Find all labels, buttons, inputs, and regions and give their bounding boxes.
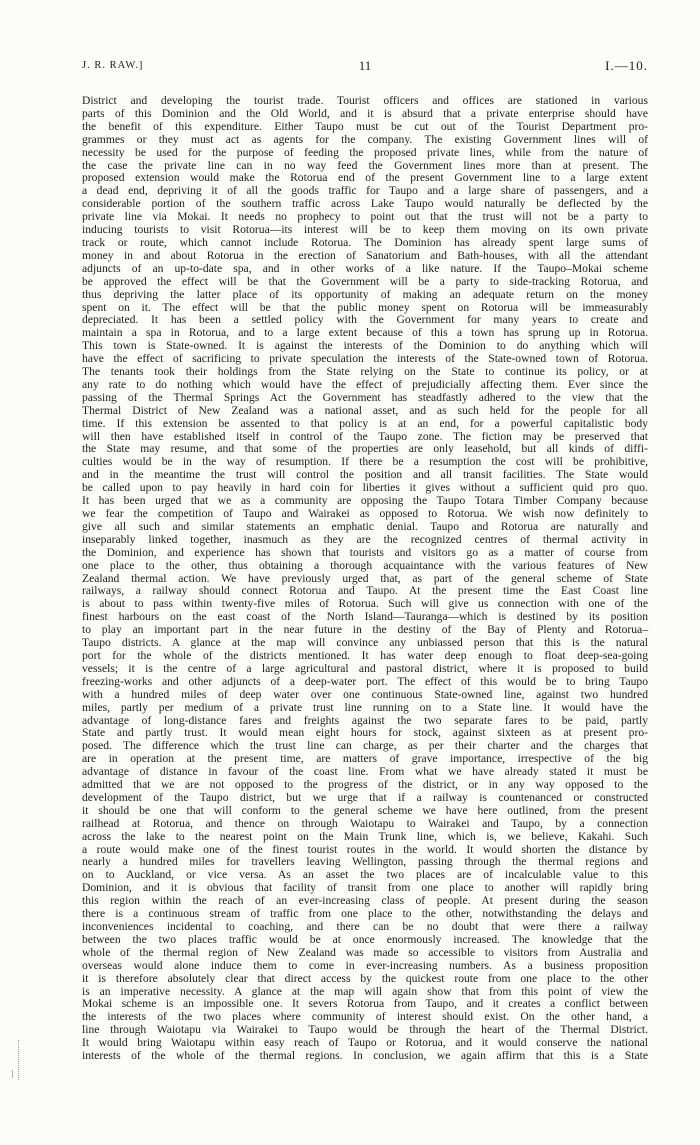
text-line: maintain a spa in Rotorua, and to a large extent because of this a town has sprung up in Rotorua. bbox=[82, 326, 648, 340]
text-line: a route would make one of the finest tourist routes in the world. It would shorten the distance by bbox=[82, 842, 648, 856]
text-line: and in the meantime the trust will control the position and all transit facilities. The State would bbox=[82, 468, 648, 482]
text-line: on to Auckland, or vice versa. As an asset the two places are of incalculable value to this bbox=[82, 868, 648, 882]
text-line: miles, partly per medium of a private trust line running on to a State line. It would have the bbox=[82, 700, 648, 714]
text-line: the State may resume, and that some of the properties are only leasehold, but all kinds of diffi- bbox=[82, 442, 648, 456]
text-line: thus depriving the latter place of its opportunity of making an adequate return on the money bbox=[82, 287, 648, 301]
text-line: time. If this extension be assented to that policy is at an end, for a powerful capitalistic body bbox=[82, 416, 648, 430]
text-line: culties would be in the way of resumption. If there be a resumption the cost will be prohibitive, bbox=[82, 455, 648, 469]
text-line: inducing tourists to visit Rotorua—its interest will be to keep them moving on its own private bbox=[82, 223, 648, 237]
text-line: adjuncts of an up-to-date spa, and in other works of a like nature. If the Taupo–Mokai scheme bbox=[82, 261, 648, 275]
text-line: depreciated. It has been a settled policy with the Government for many years to create and bbox=[82, 313, 648, 327]
text-line: inconveniences incidental to coaching, and there can be no doubt that were there a railway bbox=[82, 920, 648, 933]
text-line: the case the private line can in no way feed the Government lines more than at present. The bbox=[82, 158, 648, 172]
text-line: It has been urged that we as a community are opposing the Taupo Totara Timber Company because bbox=[82, 494, 648, 508]
text-line: is about to pass within twenty-five miles of Rotorua. Such will give us connection with one of the bbox=[82, 597, 648, 611]
text-line: money in and about Rotorua in the erection of Sanatorium and Bath-houses, with all the attendant bbox=[82, 248, 648, 262]
text-line: across the lake to the nearest point on the Main Trunk line, which is, we believe, Kakahi. Such bbox=[82, 829, 648, 843]
text-line: we fear the competition of Taupo and Wairakei as opposed to Rotorua. We wish now definitely to bbox=[82, 507, 648, 520]
text-line: Mokai scheme is an impossible one. It severs Rotorua from Taupo, and it creates a conflict between bbox=[82, 997, 648, 1011]
text-line: posed. The difference which the trust line can charge, as per their charter and the charges that bbox=[82, 739, 648, 753]
text-line: will then have established itself in control of the Taupo zone. The fiction may be preserved that bbox=[82, 429, 648, 443]
text-line: railways, a railway should connect Rotorua and Taupo. At the present time the East Coast line bbox=[82, 584, 648, 598]
text-line: between the two places traffic would be at once enormously increased. The knowledge that the bbox=[82, 932, 648, 946]
text-line: any rate to do nothing which would have the effect of prejudicially affecting them. Ever since the bbox=[82, 377, 648, 391]
text-line: parts of this Dominion and the Old World, and it is absurd that a private enterprise should have bbox=[82, 106, 648, 120]
text-line: interests of the whole of the thermal regions. In conclusion, we again affirm that this is a State bbox=[82, 1049, 648, 1063]
text-line: considerable portion of the southern traffic across Lake Taupo would naturally be deflected by the bbox=[82, 197, 648, 211]
text-line: nearly a hundred miles for travellers leaving Wellington, passing through the thermal regions and bbox=[82, 855, 648, 869]
text-line: are in operation at the present time, are matters of grave importance, irrespective of the big bbox=[82, 752, 648, 766]
text-line: it should be one that will conform to the general scheme we have here outlined, from the present bbox=[82, 803, 648, 817]
text-line: be called upon to pay heavily in hard coin for liberties it gives without a sufficient quid pro quo. bbox=[82, 481, 648, 495]
text-line: track or route, which cannot include Rotorua. The Dominion has already spent large sums of bbox=[82, 235, 648, 249]
text-line: inseparably linked together, inasmuch as they are the recognized centres of thermal activity in bbox=[82, 532, 648, 546]
text-line: the benefit of this expenditure. Either Taupo must be cut out of the Tourist Department pro- bbox=[82, 119, 648, 133]
text-line: development of the Taupo district, but we urge that if a railway is countenanced or constructed bbox=[82, 790, 648, 804]
text-line: advantage of distance in favour of the coast line. From what we have already stated it must be bbox=[82, 765, 648, 779]
text-line: It would bring Waiotapu within easy reach of Taupo or Rotorua, and it would conserve the national bbox=[82, 1036, 648, 1050]
text-line: to play an important part in the near future in the destiny of the Bay of Plenty and Rotorua– bbox=[82, 623, 648, 637]
text-line: spent on it. The effect will be that the public money spent on Rotorua will be immeasurably bbox=[82, 300, 648, 314]
text-line: Taupo districts. A glance at the map will convince any unbiassed person that this is the natural bbox=[82, 636, 648, 650]
text-line: grammes or they must act as agents for the company. The existing Government lines will of bbox=[82, 132, 648, 146]
text-line: one place to the other, thus obtaining a thorough acquaintance with the various features of New bbox=[82, 558, 648, 572]
text-line: the Dominion, and experience has shown that tourists and visitors go as a matter of course from bbox=[82, 545, 648, 559]
text-line: is an imperative necessity. A glance at the map will again show that from this point of view the bbox=[82, 984, 648, 998]
text-line: passing of the Thermal Springs Act the Government has steadfastly adhered to the view that the bbox=[82, 390, 648, 404]
text-line: port for the whole of the districts mentioned. It has water deep enough to float deep-sea-going bbox=[82, 648, 648, 662]
text-line: vessels; it is the centre of a large agricultural and pastoral district, where it is proposed to build bbox=[82, 661, 648, 675]
text-line: have the effect of sacrificing to private speculation the interests of the State-owned town of Rotorua. bbox=[82, 352, 648, 366]
text-line: be approved the effect will be that the Government will be a party to side-tracking Rotorua, and bbox=[82, 274, 648, 288]
text-line: whole of the thermal region of New Zealand was made so accessible to visitors from Australia and bbox=[82, 945, 648, 959]
text-line: admitted that we are not opposed to the progress of the district, or in any way opposed to the bbox=[82, 778, 648, 792]
text-line: advantage of long-distance fares and freights against the two separate fares to be paid, partly bbox=[82, 713, 648, 727]
text-line: proposed extension would make the Rotorua end of the present Government line to a large extent bbox=[82, 171, 648, 185]
text-line: a dead end, depriving it of all the goods traffic for Taupo and a large share of passengers, and a bbox=[82, 184, 648, 198]
text-line: the interests of the two places where community of interest should exist. On the other hand, a bbox=[82, 1010, 648, 1024]
text-line: with a hundred miles of deep water over one continuous State-owned line, against two hundred bbox=[82, 687, 648, 701]
page-number: 11 bbox=[358, 58, 372, 73]
text-line: give all such and similar statements an emphatic denial. Taupo and Rotorua are naturally and bbox=[82, 519, 648, 533]
text-line: railhead at Rotorua, and thence on through Waiotapu to Wairakei and Taupo, by a connection bbox=[82, 816, 648, 830]
text-line: The tenants took their holdings from the State relying on the State to continue its policy, or at bbox=[82, 365, 648, 379]
text-line: State and partly trust. It would mean eight hours for stock, against sixteen as at present pro- bbox=[82, 726, 648, 740]
text-line: Thermal District of New Zealand was a national asset, and as such held for the people for all bbox=[82, 403, 648, 417]
document-reference: I.—10. bbox=[605, 58, 648, 73]
text-line: there is a continuous stream of traffic from one place to the other, notwithstanding the delays and bbox=[82, 907, 648, 921]
text-line: private line via Mokai. It needs no prophecy to point out that the trust will not be a party to bbox=[82, 210, 648, 224]
text-line: This town is State-owned. It is against the interests of the Dominion to do anything which will bbox=[82, 339, 648, 353]
header-author: J. R. RAW.] bbox=[82, 60, 144, 71]
text-line: Dominion, and it is obvious that facility of transit from one place to another will rapidly bring bbox=[82, 881, 648, 895]
page-header bbox=[82, 60, 648, 80]
text-line: Zealand thermal action. We have previously urged that, as part of the general scheme of State bbox=[82, 571, 648, 585]
text-line: line through Waiotapu via Wairakei to Taupo would be through the heart of the Thermal District. bbox=[82, 1023, 648, 1037]
text-line: overseas would alone induce them to come in ever-increasing numbers. As a business proposition bbox=[82, 958, 648, 972]
text-line: District and developing the tourist trade. Tourist officers and offices are stationed in various bbox=[82, 94, 648, 107]
text-line: necessity be used for the purpose of feeding the proposed private lines, while from the nature of bbox=[82, 145, 648, 159]
text-line: finest harbours on the east coast of the North Island—Tauranga—which is destined by its position bbox=[82, 610, 648, 624]
body-text bbox=[82, 95, 648, 1063]
margin-mark bbox=[12, 1070, 19, 1078]
text-line: it is therefore absolutely clear that direct access by the quickest route from one place to the other bbox=[82, 971, 648, 985]
text-line: this region within the reach of an ever-increasing class of people. At present during the season bbox=[82, 894, 648, 908]
text-line: freezing-works and other adjuncts of a deep-water port. The effect of this would be to bring Taupo bbox=[82, 674, 648, 688]
